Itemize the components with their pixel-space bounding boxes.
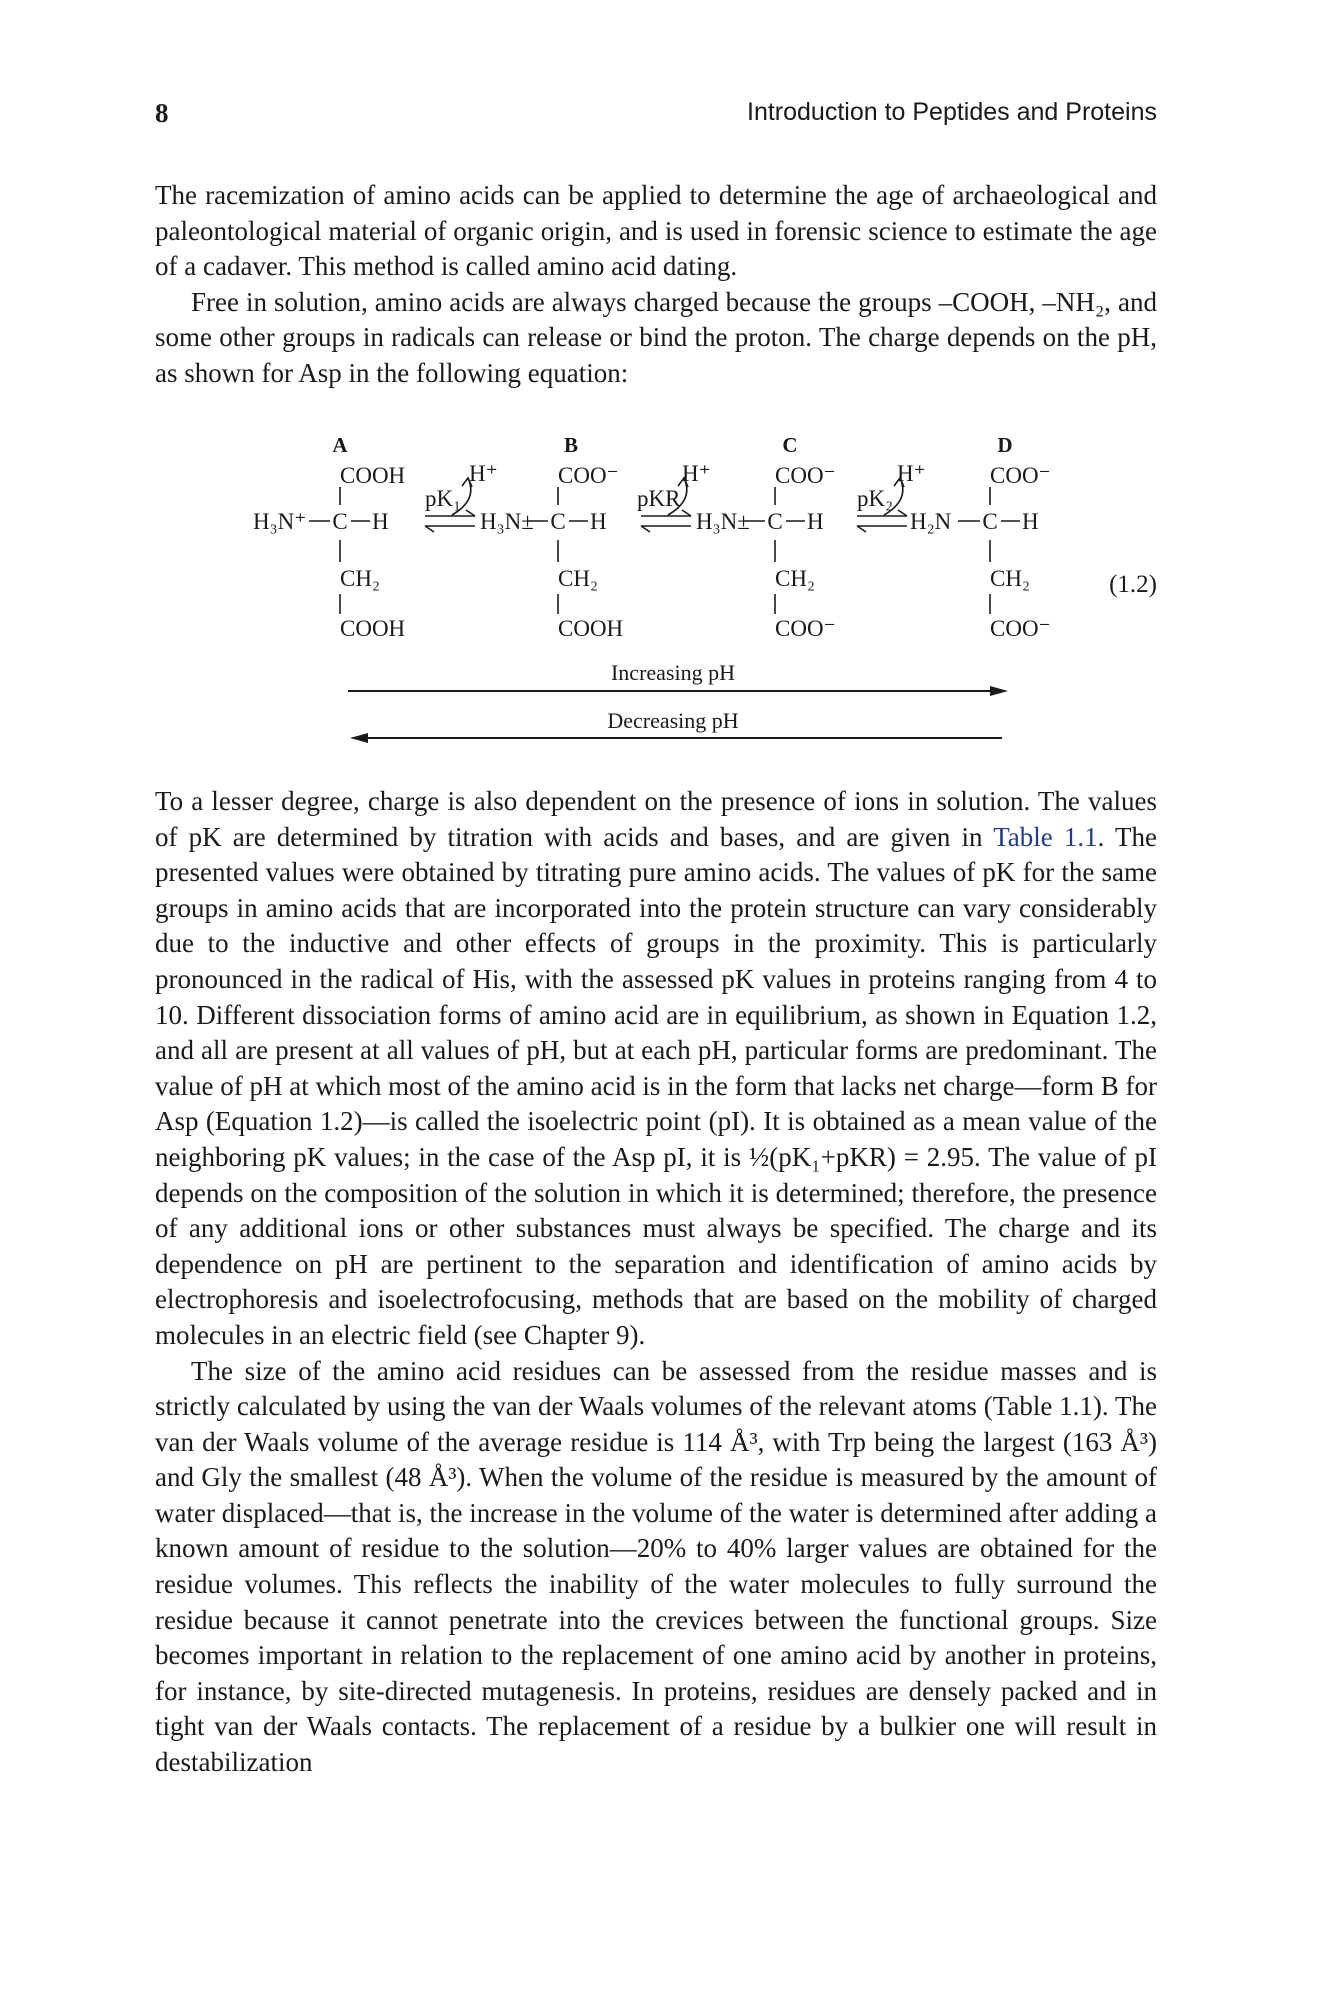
form-b-amine: H₃N±	[480, 509, 534, 534]
form-a-carbon: C	[332, 509, 348, 534]
equation-number: (1.2)	[1109, 571, 1157, 598]
form-d-methylene: CH₂	[990, 566, 1030, 591]
form-b-hydrogen: H	[590, 509, 607, 534]
paragraph-charge: Free in solution, amino acids are always charged because the groups –COOH, –NH₂, and some other groups in radicals can release or bind the proton. The charge depends on the pH, as shown for Asp in the following equation:	[155, 286, 1157, 388]
form-label-a: A	[332, 433, 348, 457]
form-c-carbon: C	[767, 509, 783, 534]
form-c-amine: H₃N±	[696, 509, 750, 534]
pkr-label: pKR	[637, 486, 681, 511]
form-a-hydrogen: H	[372, 509, 389, 534]
form-b-carbon: C	[550, 509, 566, 534]
form-d-hydrogen: H	[1022, 509, 1039, 534]
form-label-c: C	[782, 433, 798, 457]
form-b-side-group: COOH	[558, 616, 624, 641]
form-a-side-group: COOH	[340, 616, 406, 641]
form-d-alpha-group: COO⁻	[990, 463, 1051, 488]
paragraph-isoelectric-text-rest: . The presented values were obtained by titrating pure amino acids. The values of pK for the same groups in amino acids that are incorporated into the protein structure can vary considerably due to the inductive and other effects of groups in the proximity. This is particularly pronounced in the radical of His, with the assessed pK values in proteins ranging from 4 to 10. Different dissociation forms of amino acid are in equilibrium, as shown in Equation 1.2, and all are present at all values of pH, but at each pH, particular forms are predominant. The value of pH at which most of the amino acid is in the form that lacks net charge—form B for Asp (Equation 1.2)—is called the isoelectric point (pI). It is obtained as a mean value of the neighboring pK values; in the case of the Asp pI, it is ½(pK₁+pKR) = 2.95. The value of pI depends on the composition of the solution in which it is determined; therefore, the presence of any additional ions or other substances must always be specified. The charge and its dependence on pH are pertinent to the separation and identification of amino acids by electrophoresis and isoelectrofocusing, methods that are based on the mobility of charged molecules in an electric field (see Chapter 9).	[155, 821, 1157, 1350]
equation-1-2	[0, 0, 1323, 760]
form-b-methylene: CH₂	[558, 566, 598, 591]
pk1-label: pK₁	[425, 486, 462, 511]
form-c-side-group: COO⁻	[775, 616, 836, 641]
form-label-b: B	[563, 433, 579, 457]
form-c-hydrogen: H	[807, 509, 824, 534]
form-c-alpha-group: COO⁻	[775, 463, 836, 488]
paragraph-racemization: The racemization of amino acids can be applied to determine the age of archaeological and paleontological material of organic origin, and is used in forensic science to estimate the age of a cadaver. This method is called amino acid dating.	[155, 180, 1157, 282]
paragraph-residue-size: The size of the amino acid residues can be assessed from the residue masses and is strictly calculated by using the van der Waals volumes of the relevant atoms (Table 1.1). The van der Waals volume of the average residue is 114 Å³, with Trp being the largest (163 Å³) and Gly the smallest (48 Å³). When the volume of the residue is measured by the amount of water displaced—that is, the increase in the volume of the water is determined after adding a known amount of residue to the solution—20% to 40% larger values are obtained for the residue volumes. This reflects the inability of the water molecules to fully surround the residue because it cannot penetrate into the crevices between the functional groups. Size becomes important in relation to the replacement of one amino acid by another in proteins, for instance, by site-directed mutagenesis. In proteins, residues are densely packed and in tight van der Waals contacts. The replacement of a residue by a bulkier one will result in destabilization	[155, 1355, 1157, 1778]
running-title: Introduction to Peptides and Proteins	[747, 98, 1157, 126]
form-a-alpha-group: COOH	[340, 463, 406, 488]
form-d-carbon: C	[982, 509, 998, 534]
form-a-methylene: CH₂	[340, 566, 380, 591]
proton-1: H⁺	[469, 461, 498, 486]
form-d-amine: H₂N	[910, 509, 952, 534]
decreasing-ph-label: Decreasing pH	[607, 708, 739, 733]
form-label-d: D	[997, 433, 1013, 457]
form-b-alpha-group: COO⁻	[558, 463, 619, 488]
increasing-ph-label: Increasing pH	[610, 660, 736, 685]
form-a-amine: H₃N⁺	[253, 509, 307, 534]
page-number: 8	[155, 98, 169, 128]
form-c-methylene: CH₂	[775, 566, 815, 591]
paragraph-isoelectric-text-start: To a lesser degree, charge is also dependent on the presence of ions in solution. The values of pK are determined by titration with acids and bases, and are given in	[155, 786, 1157, 852]
proton-2: H⁺	[682, 461, 711, 486]
proton-3: H⁺	[897, 461, 926, 486]
equation-diagram	[0, 0, 1323, 760]
form-d-side-group: COO⁻	[990, 616, 1051, 641]
main-text	[155, 784, 1157, 1781]
pk2-label: pK₂	[857, 486, 894, 511]
table-1-1-link[interactable]: Table 1.1	[993, 821, 1098, 852]
paragraph-isoelectric-point	[155, 784, 1157, 1354]
